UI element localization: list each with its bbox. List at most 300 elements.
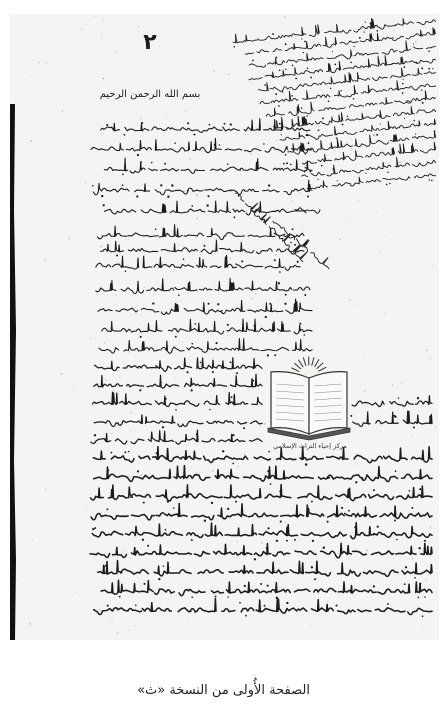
handwriting-dot [279, 123, 281, 125]
paper-speckle [409, 57, 410, 58]
handwriting-dot [405, 566, 407, 568]
paper-speckle [185, 120, 186, 121]
paper-speckle [73, 389, 74, 390]
handwriting-dot [241, 508, 243, 510]
handwriting-dot [299, 323, 301, 325]
paper-speckle [77, 132, 78, 133]
handwriting-dot [143, 583, 145, 585]
paper-speckle [266, 382, 267, 383]
handwriting-dot [304, 294, 306, 296]
paper-speckle [71, 556, 72, 557]
handwriting-dot [335, 604, 337, 606]
handwriting-dot [167, 196, 169, 198]
handwriting-dot [294, 539, 296, 541]
paper-speckle [67, 171, 68, 172]
handwriting-dot [227, 596, 229, 598]
handwriting-dot [260, 583, 262, 585]
paper-speckle [167, 114, 169, 116]
handwriting-dot [297, 261, 299, 263]
paper-speckle [43, 325, 44, 326]
handwriting-dot [252, 380, 254, 382]
paper-speckle [305, 43, 306, 44]
paper-speckle [349, 299, 351, 301]
handwriting-dot [268, 184, 270, 186]
paper-speckle [183, 371, 184, 372]
paper-speckle [383, 34, 384, 35]
paper-speckle [117, 632, 119, 634]
paper-speckle [15, 101, 16, 102]
book-right-page [309, 372, 347, 434]
paper-speckle [349, 182, 350, 183]
handwriting-dot [276, 540, 278, 542]
handwriting-dot [398, 397, 399, 398]
handwriting-dot [122, 184, 124, 186]
paper-speckle [231, 540, 232, 541]
handwriting-dot [193, 133, 195, 135]
paper-speckle [130, 431, 131, 432]
handwriting-dot [164, 163, 166, 165]
paper-speckle [412, 558, 414, 560]
handwriting-dot [419, 488, 421, 490]
paper-speckle [366, 549, 368, 551]
handwriting-dot [94, 434, 96, 436]
paper-speckle [274, 576, 275, 577]
paper-speckle [71, 108, 72, 109]
handwriting-dot [92, 185, 94, 187]
paper-speckle [381, 604, 382, 605]
paper-speckle [212, 470, 214, 472]
paper-speckle [113, 563, 114, 564]
handwriting-dot [245, 615, 247, 617]
paper-speckle [62, 149, 63, 150]
handwriting-dot [268, 451, 270, 453]
paper-speckle [411, 436, 412, 437]
handwriting-dot [136, 195, 138, 197]
paper-speckle [157, 267, 159, 269]
handwriting-dot [108, 469, 110, 471]
paper-speckle [33, 268, 34, 269]
handwriting-dot [122, 174, 124, 176]
handwriting-dot [290, 164, 292, 166]
handwriting-dot [233, 396, 235, 398]
handwriting-dot [227, 508, 229, 510]
paper-speckle [430, 526, 432, 528]
handwriting-dot [155, 229, 157, 231]
paper-speckle [75, 592, 76, 593]
paper-speckle [434, 426, 436, 428]
handwriting-dot [165, 398, 167, 400]
handwriting-dot [160, 184, 162, 186]
paper-speckle [243, 479, 244, 480]
paper-speckle [363, 512, 364, 513]
paper-speckle [189, 158, 191, 160]
handwriting-dot [270, 483, 272, 485]
handwriting-dot [414, 577, 416, 579]
handwriting-dot [175, 336, 177, 338]
handwriting-dot [312, 540, 314, 542]
paper-speckle [140, 118, 141, 119]
handwriting-dot [186, 371, 188, 373]
paper-speckle [46, 63, 47, 64]
paper-speckle [70, 213, 71, 214]
handwriting-dot [140, 336, 142, 338]
paper-speckle [261, 542, 262, 543]
handwriting-dot [125, 270, 127, 272]
paper-speckle [272, 64, 273, 65]
paper-speckle [102, 19, 103, 20]
paper-speckle [401, 383, 403, 385]
handwriting-dot [105, 564, 107, 566]
book-left-page [271, 372, 309, 434]
handwriting-dot [267, 527, 269, 529]
paper-speckle [299, 193, 300, 194]
paper-speckle [250, 154, 251, 155]
handwriting-dot [404, 583, 406, 585]
paper-speckle [399, 161, 401, 163]
paper-speckle [178, 341, 179, 342]
paper-speckle [392, 384, 393, 385]
paper-speckle [17, 579, 18, 580]
paper-speckle [248, 226, 249, 227]
paper-speckle [237, 541, 238, 542]
handwriting-dot [211, 502, 213, 504]
handwriting-dot [236, 372, 238, 374]
paper-speckle [90, 338, 91, 339]
paper-speckle [68, 238, 70, 240]
paper-speckle [175, 377, 176, 378]
handwriting-dot [119, 596, 121, 598]
handwriting-dot [308, 142, 310, 144]
paper-speckle [130, 412, 131, 413]
paper-speckle [170, 605, 171, 606]
handwriting-dot [232, 463, 234, 465]
handwriting-dot [167, 500, 169, 502]
handwriting-dot [424, 547, 426, 549]
paper-speckle [30, 76, 31, 77]
handwriting-dot [305, 463, 308, 466]
paper-speckle [91, 187, 92, 188]
handwriting-dot [124, 134, 126, 136]
handwriting-dot [274, 354, 276, 356]
handwriting-dot [158, 578, 160, 580]
paper-speckle [422, 26, 423, 27]
handwriting-dot [200, 362, 202, 364]
handwriting-dot [204, 245, 206, 247]
handwriting-dot [286, 162, 288, 164]
handwriting-dot [413, 426, 415, 428]
paper-speckle [102, 78, 104, 80]
handwriting-dot [369, 527, 371, 529]
paper-speckle [213, 70, 214, 71]
handwriting-dot [140, 161, 142, 163]
paper-speckle [95, 16, 96, 17]
paper-speckle [134, 625, 135, 626]
paper-speckle [310, 625, 311, 626]
handwriting-dot [191, 343, 193, 345]
handwriting-dot [230, 361, 232, 363]
paper-speckle [230, 258, 231, 259]
handwriting-dot [409, 490, 411, 492]
paper-speckle [383, 313, 384, 314]
paper-speckle [188, 619, 189, 620]
paper-speckle [99, 609, 101, 611]
handwriting-dot [273, 323, 275, 325]
handwriting-dot [206, 204, 208, 206]
paper-speckle [344, 499, 345, 500]
handwriting-dot [175, 409, 177, 411]
paper-speckle [38, 62, 40, 64]
handwriting-dot [92, 528, 94, 530]
paper-speckle [144, 287, 145, 288]
paper-speckle [129, 69, 130, 70]
paper-speckle [111, 433, 112, 434]
paper-speckle [86, 509, 87, 510]
paper-speckle [244, 453, 245, 454]
paper-speckle [29, 623, 31, 625]
paper-speckle [206, 405, 207, 406]
paper-speckle [357, 464, 358, 465]
paper-speckle [430, 358, 431, 359]
paper-speckle [261, 150, 262, 151]
paper-speckle [196, 195, 198, 197]
paper-speckle [138, 26, 139, 27]
handwriting-dot [350, 415, 352, 417]
paper-speckle [376, 212, 377, 213]
paper-speckle [340, 231, 341, 232]
paper-speckle [32, 539, 33, 540]
handwriting-dot [178, 294, 180, 296]
paper-speckle [275, 254, 277, 256]
paper-speckle [284, 16, 286, 18]
paper-speckle [210, 391, 211, 392]
paper-speckle [75, 403, 76, 404]
paper-speckle [432, 265, 433, 266]
paper-speckle [279, 586, 281, 588]
handwriting-dot [274, 259, 276, 261]
paper-speckle [422, 139, 423, 140]
paper-speckle [17, 67, 18, 68]
handwriting-dot [286, 540, 288, 542]
handwriting-dot [314, 578, 316, 580]
paper-speckle [70, 180, 71, 181]
paper-speckle [84, 418, 85, 419]
handwriting-dot [162, 426, 164, 428]
paper-speckle [270, 299, 271, 300]
handwriting-dot [187, 122, 189, 124]
handwriting-dot [152, 302, 154, 304]
handwriting-dot [94, 527, 96, 529]
handwriting-dot [143, 502, 145, 504]
handwriting-dot [128, 451, 130, 453]
handwriting-dot [222, 450, 224, 452]
handwriting-dot [311, 566, 313, 568]
paper-speckle [349, 219, 350, 220]
paper-speckle [38, 173, 39, 174]
handwriting-dot [269, 303, 271, 305]
handwriting-dot [411, 507, 413, 509]
handwriting-dot [174, 142, 176, 144]
paper-speckle [382, 438, 383, 439]
paper-speckle [382, 188, 383, 189]
handwriting-dot [227, 324, 229, 326]
handwriting-dot [354, 526, 356, 528]
handwriting-dot [280, 521, 282, 523]
paper-speckle [234, 201, 235, 202]
paper-speckle [386, 235, 387, 236]
handwriting-dot [422, 615, 424, 617]
handwriting-dot [106, 124, 108, 126]
handwriting-dot [141, 122, 143, 124]
handwriting-dot [254, 324, 256, 326]
paper-speckle [100, 246, 102, 248]
paper-speckle [162, 382, 163, 383]
handwriting-dot [387, 603, 389, 605]
paper-speckle [190, 208, 191, 209]
handwriting-dot [285, 294, 287, 296]
handwriting-dot [208, 303, 210, 305]
paper-speckle [79, 470, 80, 471]
paper-speckle [186, 37, 187, 38]
paper-speckle [426, 349, 428, 351]
paper-speckle [196, 218, 197, 219]
handwriting-dot [191, 539, 193, 541]
manuscript-paper [10, 14, 439, 640]
paper-speckle [214, 285, 215, 286]
paper-speckle [278, 354, 279, 355]
paper-speckle [364, 391, 365, 392]
paper-speckle [260, 360, 261, 361]
handwriting-dot [393, 415, 395, 417]
handwriting-dot [377, 526, 379, 528]
paper-speckle [291, 200, 293, 202]
handwriting-dot [151, 162, 153, 164]
handwriting-dot [104, 566, 106, 568]
paper-speckle [62, 110, 64, 112]
paper-speckle [71, 94, 72, 95]
paper-speckle [291, 624, 292, 625]
paper-speckle [264, 423, 266, 425]
handwriting-dot [231, 396, 233, 398]
handwriting-dot [207, 195, 209, 197]
paper-speckle [330, 186, 331, 187]
figure-caption: الصفحة الأُولى من النسخة «ث» [137, 683, 310, 698]
paper-speckle [252, 298, 253, 299]
handwriting-dot [373, 489, 375, 491]
paper-speckle [81, 28, 82, 29]
paper-speckle [20, 464, 21, 465]
basmala-heading: بسم الله الرحمن الرحيم [99, 89, 201, 100]
paper-speckle [185, 111, 186, 112]
handwriting-dot [244, 585, 246, 587]
handwriting-dot [418, 547, 420, 549]
paper-speckle [117, 558, 118, 559]
paper-speckle [44, 260, 46, 262]
handwriting-dot [219, 144, 220, 145]
handwriting-dot [284, 303, 286, 305]
handwriting-dot [167, 451, 169, 453]
handwriting-dot [304, 334, 306, 336]
handwriting-dot [285, 154, 287, 156]
paper-speckle [415, 41, 416, 42]
handwriting-dot [417, 397, 419, 399]
handwriting-dot [341, 507, 343, 509]
handwriting-dot [137, 470, 139, 472]
paper-speckle [359, 200, 360, 201]
handwriting-dot [234, 216, 236, 218]
handwriting-dot [417, 597, 419, 599]
paper-speckle [66, 180, 67, 181]
handwriting-dot [194, 323, 196, 325]
handwriting-dot [241, 260, 243, 262]
paper-speckle [147, 183, 148, 184]
handwriting-dot [307, 196, 309, 198]
paper-speckle [357, 305, 358, 306]
handwriting-dot [190, 389, 192, 391]
handwriting-dot [396, 539, 398, 541]
paper-speckle [104, 342, 105, 343]
handwriting-dot [267, 354, 269, 356]
paper-speckle [260, 426, 261, 427]
paper-speckle [255, 293, 257, 295]
paper-speckle [427, 565, 428, 566]
handwriting-dot [124, 451, 126, 453]
paper-speckle [76, 396, 77, 397]
paper-speckle [330, 183, 331, 184]
paper-speckle [61, 48, 62, 49]
handwriting-dot [227, 164, 229, 166]
paper-speckle [86, 483, 87, 484]
handwriting-dot [165, 529, 167, 531]
paper-speckle [237, 466, 239, 468]
handwriting-dot [243, 427, 245, 429]
handwriting-dot [279, 271, 281, 273]
paper-speckle [357, 376, 358, 377]
paper-speckle [285, 522, 287, 524]
paper-speckle [119, 377, 121, 379]
handwriting-dot [327, 521, 329, 523]
handwriting-dot [217, 303, 219, 305]
paper-speckle [380, 252, 381, 253]
handwriting-dot [424, 540, 426, 542]
paper-speckle [356, 193, 357, 194]
handwriting-dot [214, 144, 216, 146]
handwriting-dot [254, 558, 256, 560]
paper-speckle [42, 421, 43, 422]
paper-speckle [195, 472, 197, 474]
paper-speckle [369, 587, 370, 588]
paper-speckle [115, 294, 116, 295]
paper-speckle [139, 324, 140, 325]
handwriting-dot [286, 602, 288, 604]
handwriting-dot [111, 452, 113, 454]
paper-speckle [425, 579, 427, 581]
paper-speckle [183, 190, 185, 192]
handwriting-dot [156, 452, 158, 454]
paper-speckle [128, 351, 130, 353]
handwriting-dot [224, 123, 226, 125]
paper-speckle [339, 239, 340, 240]
paper-speckle [101, 36, 102, 37]
handwriting-dot [171, 184, 173, 186]
paper-speckle [276, 140, 277, 141]
paper-speckle [299, 206, 300, 207]
handwriting-dot [135, 604, 137, 606]
handwriting-dot [424, 596, 426, 598]
handwriting-dot [116, 255, 118, 257]
handwriting-dot [191, 205, 193, 207]
handwriting-dot [103, 204, 105, 206]
handwriting-dot [239, 602, 241, 604]
